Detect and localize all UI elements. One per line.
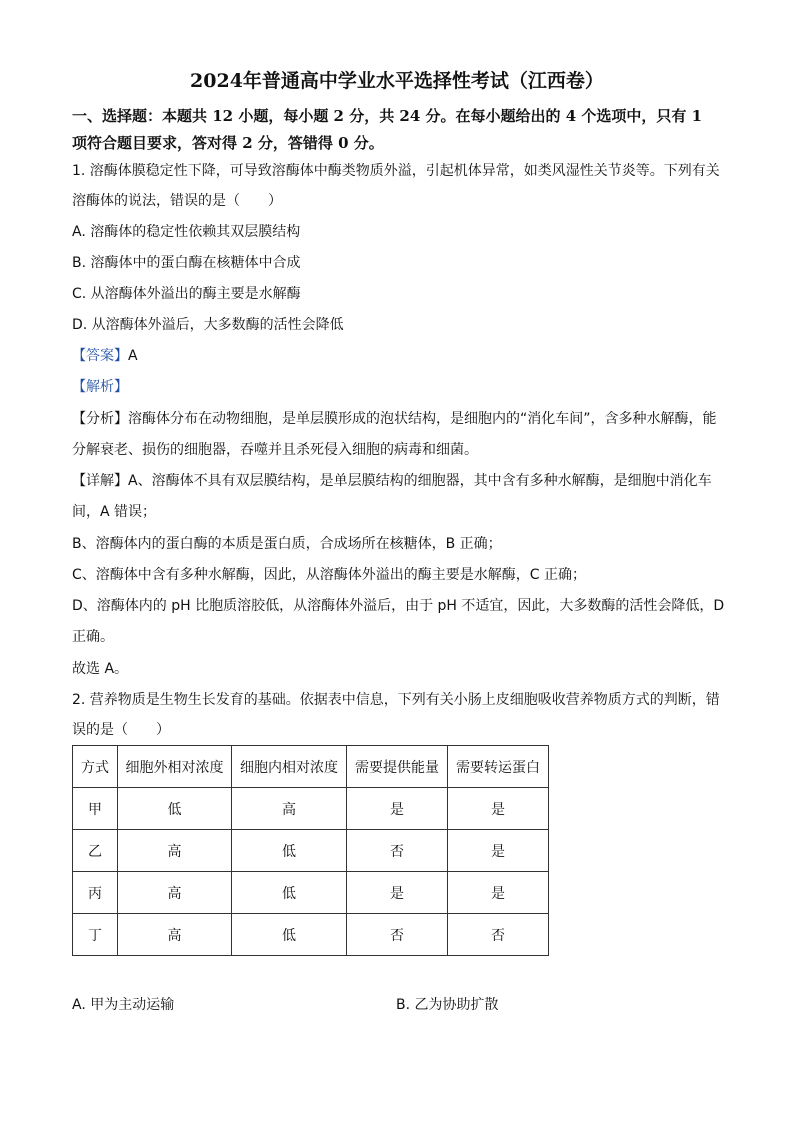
table-row xyxy=(73,830,549,872)
table-header-cell: 细胞外相对浓度 xyxy=(118,746,232,788)
table-cell: 低 xyxy=(232,872,347,914)
table-cell: 高 xyxy=(118,914,232,956)
table-cell: 高 xyxy=(118,872,232,914)
table-header-row xyxy=(73,746,549,788)
table-cell: 是 xyxy=(347,872,448,914)
table-cell: 低 xyxy=(232,914,347,956)
q1-fenxi-line2: 分解衰老、损伤的细胞器，吞噬并且杀死侵入细胞的病毒和细菌。 xyxy=(72,442,478,458)
xiangjie-text: A、溶酶体不具有双层膜结构，是单层膜结构的细胞器，其中含有多种水解酶，是细胞中消化车 xyxy=(128,473,712,489)
q1-option-c: C. 从溶酶体外溢出的酶主要是水解酶 xyxy=(72,286,301,302)
table-cell: 是 xyxy=(448,872,549,914)
table-cell: 高 xyxy=(118,830,232,872)
table-cell: 低 xyxy=(118,788,232,830)
analysis-tag: 【解析】 xyxy=(72,379,128,395)
table-cell: 乙 xyxy=(73,830,118,872)
table-header-cell: 细胞内相对浓度 xyxy=(232,746,347,788)
q1-option-a: A. 溶酶体的稳定性依赖其双层膜结构 xyxy=(72,224,301,240)
fenxi-text: 溶酶体分布在动物细胞，是单层膜形成的泡状结构，是细胞内的“消化车间”，含多种水解酶，能 xyxy=(128,411,717,427)
section-instructions-line2: 项符合题目要求，答对得 2 分，答错得 0 分。 xyxy=(72,134,384,152)
q2-stem-line2: 误的是（ ） xyxy=(72,722,170,738)
q1-option-d: D. 从溶酶体外溢后，大多数酶的活性会降低 xyxy=(72,317,344,333)
q1-answer-row xyxy=(72,345,138,365)
table-cell: 是 xyxy=(448,830,549,872)
fenxi-tag: 【分析】 xyxy=(72,411,128,427)
xiangjie-tag: 【详解】 xyxy=(72,473,128,489)
table-cell: 是 xyxy=(347,788,448,830)
table-cell: 丙 xyxy=(73,872,118,914)
table-cell: 低 xyxy=(232,830,347,872)
table-row xyxy=(73,788,549,830)
table-cell: 高 xyxy=(232,788,347,830)
q2-option-b: B. 乙为协助扩散 xyxy=(396,997,499,1013)
q1-xiangjie-line1 xyxy=(72,470,712,490)
q2-info-table xyxy=(72,745,549,956)
q1-conclusion: 故选 A。 xyxy=(72,661,129,677)
section-instructions-line1: 一、选择题：本题共 12 小题，每小题 2 分，共 24 分。在每小题给出的 4 个选项中，只有 1 xyxy=(72,107,703,125)
q1-stem-line2: 溶酶体的说法，错误的是（ ） xyxy=(72,193,282,209)
table-cell: 是 xyxy=(448,788,549,830)
q1-option-b: B. 溶酶体中的蛋白酶在核糖体中合成 xyxy=(72,255,301,271)
q1-fenxi-line1 xyxy=(72,408,717,428)
table-header-cell: 需要转运蛋白 xyxy=(448,746,549,788)
table-cell: 否 xyxy=(347,914,448,956)
q1-xiangjie-c: C、溶酶体中含有多种水解酶，因此，从溶酶体外溢出的酶主要是水解酶，C 正确； xyxy=(72,567,586,583)
q1-xiangjie-d-line2: 正确。 xyxy=(72,629,114,645)
page-title: 2024年普通高中学业水平选择性考试（江西卷） xyxy=(190,70,604,92)
table-header-cell: 方式 xyxy=(73,746,118,788)
q1-stem-line1: 1. 溶酶体膜稳定性下降，可导致溶酶体中酶类物质外溢，引起机体异常，如类风湿性关节炎等。下列有关 xyxy=(72,163,720,179)
table-header-cell: 需要提供能量 xyxy=(347,746,448,788)
answer-tag: 【答案】 xyxy=(72,348,128,364)
q1-xiangjie-b: B、溶酶体内的蛋白酶的本质是蛋白质，合成场所在核糖体，B 正确； xyxy=(72,536,502,552)
table-row xyxy=(73,914,549,956)
q2-stem-line1: 2. 营养物质是生物生长发育的基础。依据表中信息，下列有关小肠上皮细胞吸收营养物质方式的判断，错 xyxy=(72,692,720,708)
q1-xiangjie-d-line1: D、溶酶体内的 pH 比胞质溶胶低，从溶酶体外溢后，由于 pH 不适宜，因此，大多数酶的活性会降低，D xyxy=(72,598,725,614)
table-cell: 丁 xyxy=(73,914,118,956)
answer-value: A xyxy=(128,348,138,364)
table-cell: 否 xyxy=(347,830,448,872)
q1-xiangjie-line2: 间，A 错误； xyxy=(72,504,157,520)
table-cell: 否 xyxy=(448,914,549,956)
table-cell: 甲 xyxy=(73,788,118,830)
q2-option-a: A. 甲为主动运输 xyxy=(72,997,175,1013)
table-row xyxy=(73,872,549,914)
